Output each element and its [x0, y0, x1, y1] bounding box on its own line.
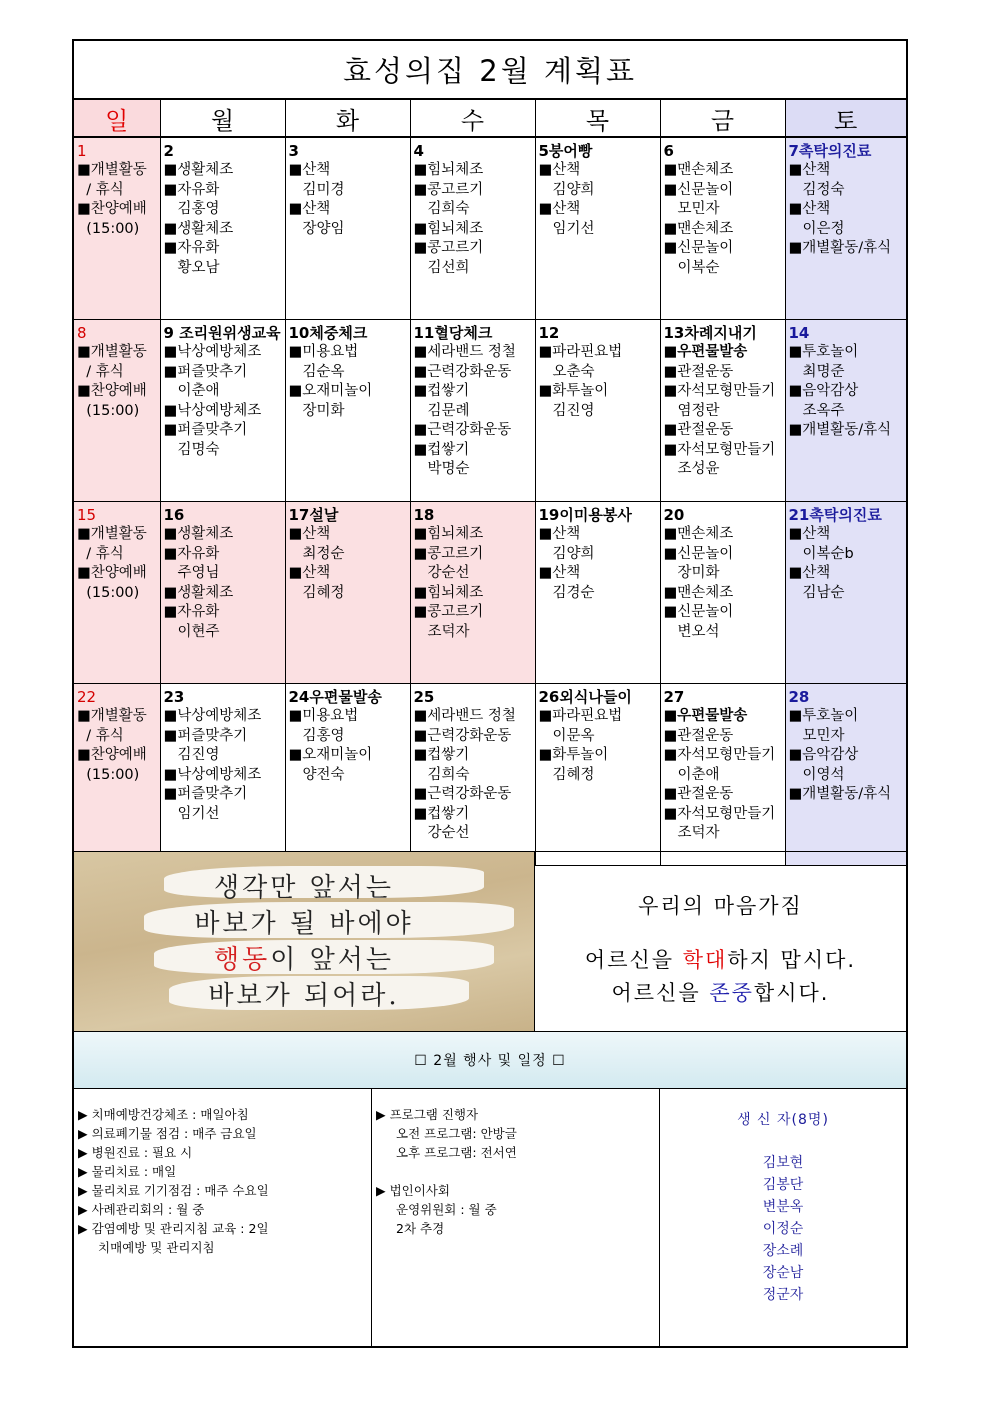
activity-line: / 휴식	[77, 363, 124, 380]
calendar-day-cell	[410, 137, 535, 320]
calendar-day-cell	[410, 684, 535, 866]
activity-line: 강순선	[427, 825, 470, 841]
day-number: 12	[538, 324, 560, 342]
activity-line: ■찬양예배	[77, 383, 147, 399]
event-item: ▶ 의료폐기물 점검 : 매주 금요일	[78, 1126, 257, 1141]
quote-image	[74, 852, 534, 1031]
calendar-day-cell	[660, 137, 785, 320]
activity-line: 박명순	[427, 461, 470, 477]
quote-line: 생각만 앞서는	[214, 873, 394, 903]
calendar-day-cell	[785, 684, 906, 866]
activity-line: 임기선	[552, 220, 595, 237]
activity-line: 강순선	[427, 565, 470, 581]
activity-line: ■생활체조	[163, 220, 234, 237]
activity-line: ■관절운동	[663, 727, 734, 744]
event-item: ▶ 물리치료 : 매일	[78, 1164, 177, 1179]
activity-line: 조성윤	[677, 461, 720, 477]
day-number: 17설날	[288, 506, 339, 524]
activity-line: ■콩고르기	[413, 604, 484, 620]
event-item: 운영위원회 : 월 중	[396, 1202, 497, 1217]
calendar-day-cell	[74, 684, 160, 866]
activity-line: ■콩고르기	[413, 240, 484, 256]
activity-line: ■산책	[538, 526, 581, 542]
activity-line: 장양임	[302, 220, 345, 237]
activity-line: ■맨손체조	[663, 584, 734, 601]
activity-line: ■개별활동/휴식	[788, 240, 892, 256]
day-number: 3	[288, 142, 299, 160]
activity-line: ■투호놀이	[788, 708, 859, 724]
activity-line: ■생활체조	[163, 162, 234, 178]
weekday-header: 수	[410, 100, 535, 138]
activity-line: ■파라핀요법	[538, 708, 623, 724]
calendar-day-cell	[160, 502, 285, 684]
weekday-header: 토	[785, 100, 906, 138]
activity-line: 변오석	[677, 623, 720, 640]
activity-line: 김순옥	[302, 363, 345, 380]
activity-line: ■산책	[538, 565, 581, 581]
page-title: 효성의집 2월 계획표	[74, 41, 906, 99]
day-number: 2	[163, 142, 174, 160]
event-item: 오후 프로그램: 전서연	[396, 1145, 517, 1160]
calendar-week-row	[74, 684, 906, 866]
activity-line: ■산책	[788, 201, 831, 217]
activity-line: 이복순b	[802, 545, 854, 562]
activity-line: ■퍼즐맞추기	[163, 363, 248, 380]
day-number: 7촉탁의진료	[788, 142, 872, 160]
activity-line: ■컵쌓기	[413, 441, 470, 458]
birthday-title: 생 신 자(8명)	[737, 1112, 829, 1128]
activity-line: ■컵쌓기	[413, 747, 470, 763]
weekday-header: 금	[660, 100, 785, 138]
activity-line: 조덕자	[677, 825, 720, 841]
activity-line: ■우편물발송	[663, 708, 748, 724]
activity-line: 김양희	[552, 181, 595, 198]
activity-line: 최명준	[802, 363, 845, 380]
calendar-day-cell	[74, 320, 160, 502]
activity-line: ■개별활동	[77, 526, 147, 542]
activity-line: 김진영	[552, 402, 595, 419]
calendar-day-cell	[74, 502, 160, 684]
quote-line: 바보가 될 바에야	[194, 909, 414, 939]
calendar-day-cell	[410, 320, 535, 502]
calendar-day-cell	[660, 502, 785, 684]
activity-line: ■자석모형만들기	[663, 747, 776, 763]
birthday-name: 장소례	[762, 1243, 804, 1259]
activity-line: ■낙상예방체조	[163, 766, 262, 783]
activity-line: ■산책	[788, 162, 831, 178]
calendar-table	[74, 99, 906, 866]
birthday-name: 김봉단	[762, 1177, 804, 1193]
calendar-week-row	[74, 320, 906, 502]
activity-line: ■미용요법	[288, 708, 359, 724]
activity-line: ■음악감상	[788, 383, 859, 399]
activity-line: ■신문놀이	[663, 545, 734, 562]
birthday-name: 정군자	[762, 1287, 804, 1303]
activity-line: 모민자	[677, 201, 720, 217]
birthday-column	[660, 1089, 906, 1348]
mindset-line	[535, 944, 906, 977]
activity-line: ■근력강화운동	[413, 422, 512, 438]
activity-line: ■관절운동	[663, 786, 734, 802]
activity-line: ■퍼즐맞추기	[163, 422, 248, 438]
day-number: 13차례지내기	[663, 324, 757, 342]
activity-line: ■산책	[538, 201, 581, 217]
calendar-day-cell	[535, 137, 660, 320]
activity-line: ■찬양예배	[77, 565, 147, 581]
activity-line: 김경순	[552, 584, 595, 601]
activity-line: 양전숙	[302, 766, 345, 783]
activity-line: ■찬양예배	[77, 201, 147, 217]
calendar-day-cell	[285, 684, 410, 866]
calendar-day-cell	[660, 684, 785, 866]
day-number: 21촉탁의진료	[788, 506, 882, 524]
event-item: ▶ 치매예방건강체조 : 매일아침	[78, 1107, 249, 1122]
day-number: 9 조리원위생교육	[163, 324, 281, 342]
activity-line: 장미화	[302, 402, 345, 419]
calendar-week-row	[74, 137, 906, 320]
activity-line: ■관절운동	[663, 363, 734, 380]
activity-line: ■관절운동	[663, 422, 734, 438]
activity-line: ■퍼즐맞추기	[163, 786, 248, 802]
mindset-text: 어르신을	[584, 948, 683, 972]
activity-line: / 휴식	[77, 181, 124, 198]
activity-line: (15:00)	[77, 766, 140, 783]
mindset-text: 어르신을	[611, 981, 710, 1005]
activity-line: ■신문놀이	[663, 240, 734, 256]
activity-line: 이은정	[802, 220, 845, 237]
activity-line: ■산책	[288, 201, 331, 217]
day-number: 11혈당체크	[413, 324, 493, 342]
activity-line: (15:00)	[77, 220, 140, 237]
event-item: ▶ 사례관리회의 : 월 중	[78, 1202, 205, 1217]
day-number: 25	[413, 688, 435, 706]
activity-line: 김문례	[427, 402, 470, 419]
day-number: 23	[163, 688, 185, 706]
activity-line: ■투호놀이	[788, 344, 859, 360]
event-item: ▶ 병원진료 : 필요 시	[78, 1145, 193, 1160]
event-item: ▶ 감염예방 및 관리지침 교육 : 2일	[78, 1221, 269, 1236]
mindset-title: 우리의 마음가짐	[638, 894, 803, 918]
calendar-day-cell	[535, 684, 660, 866]
activity-line: ■산책	[788, 565, 831, 581]
activity-line: 이문옥	[552, 727, 595, 744]
activity-line: ■퍼즐맞추기	[163, 727, 248, 744]
activity-line: ■음악감상	[788, 747, 859, 763]
activity-line: ■근력강화운동	[413, 363, 512, 380]
activity-line: 주영님	[177, 565, 220, 581]
activity-line: 조덕자	[427, 623, 470, 640]
activity-line: 김홍영	[302, 727, 345, 744]
activity-line: / 휴식	[77, 727, 124, 744]
day-number: 15	[77, 506, 97, 524]
calendar-day-cell	[74, 137, 160, 320]
event-item: ▶ 프로그램 진행자	[376, 1107, 479, 1122]
event-item: 2차 추경	[396, 1221, 445, 1236]
activity-line: ■자유화	[163, 545, 220, 562]
day-number: 28	[788, 688, 810, 706]
day-number: 22	[77, 688, 97, 706]
calendar-day-cell	[285, 137, 410, 320]
activity-line: ■맨손체조	[663, 526, 734, 542]
day-number: 20	[663, 506, 685, 524]
quote-highlight: 행동	[214, 945, 271, 975]
activity-line: ■자석모형만들기	[663, 441, 776, 458]
activity-line: 이영석	[802, 766, 845, 783]
activity-line: 김선희	[427, 259, 470, 276]
activity-line: ■맨손체조	[663, 162, 734, 178]
birthday-name: 장순남	[762, 1265, 804, 1281]
activity-line: ■세라밴드 정철	[413, 708, 516, 724]
day-number: 24우편물발송	[288, 688, 382, 706]
activity-line: ■신문놀이	[663, 181, 734, 198]
mindset-box	[534, 852, 906, 1031]
activity-line: ■찬양예배	[77, 747, 147, 763]
calendar-day-cell	[410, 502, 535, 684]
quote-text	[74, 870, 534, 1014]
activity-line: ■화투놀이	[538, 747, 609, 763]
events-column-middle	[372, 1089, 660, 1348]
activity-line: 김양희	[552, 545, 595, 562]
activity-line: 이현주	[177, 623, 220, 640]
activity-line: 김정숙	[802, 181, 845, 198]
quote-line	[74, 942, 534, 978]
weekday-header: 월	[160, 100, 285, 138]
activity-line: ■컵쌓기	[413, 805, 470, 822]
activity-line: 김진영	[177, 747, 220, 763]
activity-line: ■산책	[288, 565, 331, 581]
birthday-list	[660, 1152, 906, 1306]
activity-line: ■자유화	[163, 240, 220, 256]
mindset-red-word: 학대	[682, 948, 728, 972]
activity-line: ■산책	[788, 526, 831, 542]
activity-line: ■신문놀이	[663, 604, 734, 620]
activity-line: 최정순	[302, 545, 345, 562]
activity-line: ■힘뇌체조	[413, 526, 484, 542]
activity-line: 김혜정	[552, 766, 595, 783]
activity-line: ■컵쌓기	[413, 383, 470, 399]
calendar-day-cell	[660, 320, 785, 502]
event-item: 오전 프로그램: 안방글	[396, 1126, 517, 1141]
calendar-day-cell	[160, 320, 285, 502]
mindset-text: 합시다.	[753, 981, 830, 1005]
activity-line: ■낙상예방체조	[163, 344, 262, 360]
calendar-day-cell	[785, 320, 906, 502]
event-item: ▶ 법인이사회	[376, 1183, 450, 1198]
activity-line: ■산책	[288, 162, 331, 178]
day-number: 1	[77, 142, 87, 160]
day-number: 18	[413, 506, 435, 524]
activity-line: ■생활체조	[163, 526, 234, 542]
activity-line: ■힘뇌체조	[413, 584, 484, 601]
activity-line: ■우편물발송	[663, 344, 748, 360]
bottom-section	[74, 851, 906, 1032]
weekday-header: 일	[74, 100, 160, 138]
activity-line: 이복순	[677, 259, 720, 276]
calendar-day-cell	[785, 137, 906, 320]
activity-line: / 휴식	[77, 545, 124, 562]
mindset-blue-word: 존중	[709, 981, 754, 1005]
activity-line: ■세라밴드 정철	[413, 344, 516, 360]
calendar-day-cell	[535, 320, 660, 502]
activity-line: 김미경	[302, 181, 345, 198]
activity-line: ■콩고르기	[413, 181, 484, 198]
quote-line: 바보가 되어라.	[208, 981, 400, 1011]
day-number: 4	[413, 142, 424, 160]
mindset-text: 하지 맙시다.	[727, 948, 857, 972]
activity-line: 김희숙	[427, 766, 470, 783]
activity-line: ■낙상예방체조	[163, 708, 262, 724]
activity-line: (15:00)	[77, 584, 140, 601]
day-number: 26외식나들이	[538, 688, 632, 706]
activity-line: 이춘애	[677, 766, 720, 783]
weekday-header-row	[74, 100, 906, 138]
activity-line: ■힘뇌체조	[413, 162, 484, 178]
activity-line: ■힘뇌체조	[413, 220, 484, 237]
activity-line: ■산책	[288, 526, 331, 542]
activity-line: 모민자	[802, 727, 845, 744]
activity-line: ■화투놀이	[538, 383, 609, 399]
calendar-day-cell	[285, 502, 410, 684]
activity-line: ■개별활동/휴식	[788, 786, 892, 802]
day-number: 10체중체크	[288, 324, 368, 342]
activity-line: 임기선	[177, 805, 220, 822]
events-banner: ☐ 2월 행사 및 일정 ☐	[74, 1032, 906, 1089]
birthday-name: 변분옥	[762, 1199, 804, 1215]
activity-line: 김명숙	[177, 441, 220, 458]
event-item: ▶ 물리치료 기기점검 : 매주 수요일	[78, 1183, 269, 1198]
activity-line: ■자석모형만들기	[663, 805, 776, 822]
activity-line: ■개별활동	[77, 162, 147, 178]
day-number: 16	[163, 506, 185, 524]
birthday-name: 김보현	[762, 1155, 804, 1171]
day-number: 8	[77, 324, 87, 342]
weekday-header: 목	[535, 100, 660, 138]
birthday-name: 이정순	[762, 1221, 804, 1237]
activity-line: ■개별활동	[77, 344, 147, 360]
quote-line-rest: 이 앞서는	[270, 945, 394, 975]
activity-line: ■개별활동/휴식	[788, 422, 892, 438]
activity-line: ■파라핀요법	[538, 344, 623, 360]
event-item	[376, 1162, 659, 1181]
day-number: 19이미용봉사	[538, 506, 632, 524]
event-item: 치매예방 및 관리지침	[98, 1240, 215, 1255]
weekday-header: 화	[285, 100, 410, 138]
activity-line: ■오재미놀이	[288, 383, 373, 399]
activity-line: 황오남	[177, 259, 220, 276]
calendar-day-cell	[285, 320, 410, 502]
activity-line: ■미용요법	[288, 344, 359, 360]
activity-line: 김홍영	[177, 201, 220, 217]
activity-line: ■오재미놀이	[288, 747, 373, 763]
activity-line: ■생활체조	[163, 584, 234, 601]
mindset-line	[535, 977, 906, 1010]
calendar-day-cell	[785, 502, 906, 684]
activity-line: ■근력강화운동	[413, 786, 512, 802]
day-number: 6	[663, 142, 674, 160]
activity-line: ■자석모형만들기	[663, 383, 776, 399]
activity-line: ■콩고르기	[413, 545, 484, 562]
calendar-frame	[72, 39, 908, 1348]
activity-line: ■맨손체조	[663, 220, 734, 237]
day-number: 14	[788, 324, 810, 342]
events-column-left	[74, 1089, 372, 1348]
activity-line: (15:00)	[77, 402, 140, 419]
activity-line: ■근력강화운동	[413, 727, 512, 744]
day-number: 27	[663, 688, 685, 706]
activity-line: 오춘숙	[552, 363, 595, 380]
events-info	[74, 1089, 906, 1348]
activity-line: ■개별활동	[77, 708, 147, 724]
activity-line: 김희숙	[427, 201, 470, 217]
activity-line: 조옥주	[802, 402, 845, 419]
calendar-day-cell	[160, 684, 285, 866]
calendar-day-cell	[535, 502, 660, 684]
activity-line: ■낙상예방체조	[163, 402, 262, 419]
activity-line: ■자유화	[163, 604, 220, 620]
activity-line: 김남순	[802, 584, 845, 601]
activity-line: 염정란	[677, 402, 720, 419]
day-number: 5붕어빵	[538, 142, 593, 160]
activity-line: ■산책	[538, 162, 581, 178]
activity-line: 이춘애	[177, 383, 220, 399]
activity-line: ■자유화	[163, 181, 220, 198]
calendar-day-cell	[160, 137, 285, 320]
activity-line: 김혜정	[302, 584, 345, 601]
calendar-week-row	[74, 502, 906, 684]
activity-line: 장미화	[677, 565, 720, 581]
